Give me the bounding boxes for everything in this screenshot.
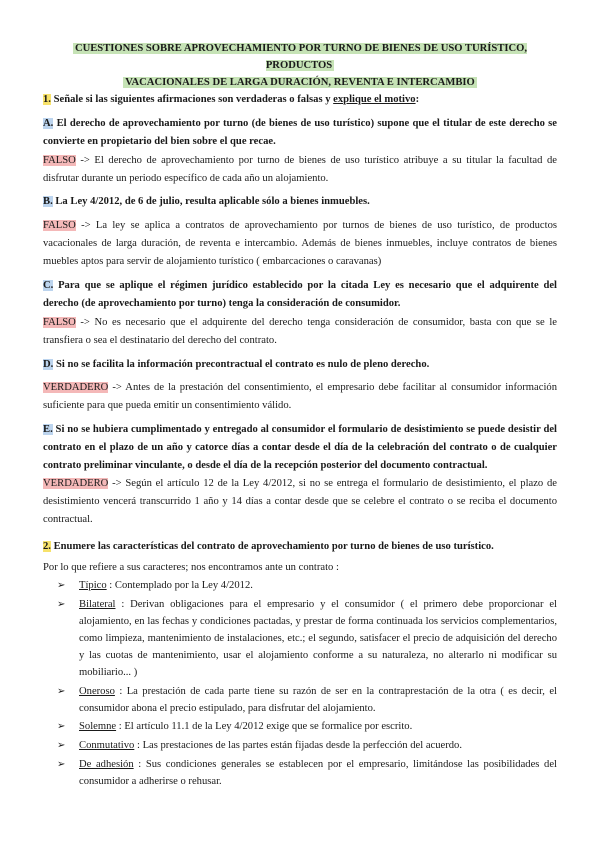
- statement-d: [43, 356, 557, 374]
- list-item-desc: : Contemplado por la Ley 4/2012.: [106, 580, 253, 591]
- question-1-text: Señale si las siguientes afirmaciones son verdaderas o falsas y: [50, 94, 334, 105]
- statement-c: [43, 277, 557, 313]
- answer-b: [43, 217, 557, 271]
- answer-d: [43, 379, 557, 415]
- question-1-underlined: explique el motivo: [333, 94, 416, 105]
- answer-e-tag: VERDADERO: [43, 478, 109, 489]
- list-item-term: Bilateral: [79, 598, 116, 610]
- answer-c-text: -> No es necesario que el adquirente del derecho tenga consideración de consumidor, basta con que se le transfiera o sea el destinatario del derecho del contrato.: [43, 317, 557, 346]
- question-2-number: 2.: [43, 541, 51, 552]
- list-item: [43, 718, 557, 735]
- answer-b-tag: FALSO: [43, 220, 76, 231]
- statement-a-letter: A.: [43, 118, 54, 129]
- list-item: [43, 737, 557, 754]
- list-item: [43, 756, 557, 790]
- arrow-bullet-icon: ➢: [57, 721, 66, 733]
- list-item-desc: : La prestación de cada parte tiene su razón de ser en la contraprestación de la otra ( es decir, el consumidor abona el precio estipulado, para disfrutar del alojamiento.: [79, 685, 557, 714]
- statement-d-text: Si no se facilita la información precontractual el contrato es nulo de pleno derecho.: [53, 359, 430, 370]
- question-1: [43, 91, 557, 109]
- list-item-term: Típico: [79, 580, 107, 591]
- arrow-bullet-icon: ➢: [57, 598, 66, 610]
- answer-d-tag: VERDADERO: [43, 382, 109, 393]
- statement-b-text: La Ley 4/2012, de 6 de julio, resulta aplicable sólo a bienes inmuebles.: [52, 196, 370, 207]
- answer-b-text: -> La ley se aplica a contratos de aprovechamiento por turnos de bienes de uso turístico, de productos vacacionales de larga duración, de reventa e intercambio. Además de bienes inmuebles, incluye contratos de bienes muebles aptos para servir de alojamiento turístico ( embarcaciones o caravanas): [43, 220, 557, 267]
- statement-c-text: Para que se aplique el régimen jurídico establecido por la citada Ley es necesario que el adquirente del derecho (de aprovechamiento por turno) tenga la consideración de consumidor.: [43, 280, 557, 309]
- statement-a-text: El derecho de aprovechamiento por turno (de bienes de uso turístico) supone que el titular de este derecho se convierte en propietario del bien sobre el que recae.: [43, 118, 557, 147]
- question-1-end: :: [415, 94, 420, 105]
- statement-c-letter: C.: [43, 280, 54, 291]
- answer-e: [43, 475, 557, 529]
- list-item: [43, 683, 557, 717]
- statement-e-letter: E.: [43, 424, 53, 435]
- list-item-desc: : Derivan obligaciones para el empresario y el consumidor ( el primero debe proporcionar el alojamiento, en las fechas y condiciones pactadas, y prestar de forma continuada los servicios complementarios, como limpieza, mantenimiento de instalaciones, etc.; el segundo, satisfacer el precio de adquisición del derecho y las cuotas de mantenimiento, usar el alojamiento conforme a su naturaleza, no alterarlo ni modificar su mobiliario... ): [79, 598, 557, 678]
- arrow-bullet-icon: ➢: [57, 580, 66, 591]
- list-item-desc: : El artículo 11.1 de la Ley 4/2012 exige que se formalice por escrito.: [116, 721, 413, 733]
- answer-e-text: -> Según el artículo 12 de la Ley 4/2012, si no se entrega el formulario de desistimiento, el plazo de desistimiento vencerá transcurrido 1 año y 14 días a contar desde que se celebre el contrato o se reciba el documento contractual.: [43, 478, 557, 525]
- question-2-text: Enumere las características del contrato de aprovechamiento por turno de bienes de uso turístico.: [50, 541, 494, 552]
- list-item-term: De adhesión: [79, 758, 134, 770]
- document-title: [58, 40, 542, 91]
- list-item-desc: : Sus condiciones generales se establecen por el empresario, limitándose las posibilidades del consumidor a adherirse o rehusar.: [79, 758, 557, 787]
- arrow-bullet-icon: ➢: [57, 758, 66, 770]
- arrow-bullet-icon: ➢: [57, 740, 66, 752]
- list-item-term: Solemne: [79, 721, 117, 733]
- statement-e: [43, 421, 557, 475]
- characteristics-list: [43, 577, 557, 792]
- statement-b: [43, 193, 557, 211]
- arrow-bullet-icon: ➢: [57, 685, 66, 697]
- list-item-desc: : Las prestaciones de las partes están fijadas desde la perfección del acuerdo.: [134, 740, 462, 752]
- list-item-term: Oneroso: [79, 685, 115, 697]
- answer-a-tag: FALSO: [43, 155, 76, 166]
- statement-e-text: Si no se hubiera cumplimentado y entregado al consumidor el formulario de desistimiento se puede desistir del contrato en el plazo de un año y catorce días a contar desde el día de la celebración del contrato o de cualquier contrato preliminar vinculante, o desde el día de la recepción posterior del documento contractual.: [43, 424, 557, 471]
- list-item-term: Conmutativo: [79, 740, 135, 752]
- answer-d-text: -> Antes de la prestación del consentimiento, el empresario debe facilitar al consumidor información suficiente para que pueda emitir un consentimiento válido.: [43, 382, 557, 411]
- answer-a-text: -> El derecho de aprovechamiento por turno de bienes de uso turístico atribuye a su titular la facultad de disfrutar durante un periodo específico de cada año un alojamiento.: [43, 155, 557, 184]
- characteristics-intro: Por lo que refiere a sus caracteres; nos encontramos ante un contrato :: [43, 562, 339, 573]
- answer-a: [43, 152, 557, 188]
- statement-b-letter: B.: [43, 196, 53, 207]
- statement-d-letter: D.: [43, 359, 54, 370]
- list-item: [43, 577, 557, 594]
- answer-c-tag: FALSO: [43, 317, 76, 328]
- title-line-2: VACACIONALES DE LARGA DURACIÓN, REVENTA E INTERCAMBIO: [125, 77, 475, 88]
- list-item: [43, 596, 557, 681]
- title-line-1: CUESTIONES SOBRE APROVECHAMIENTO POR TURNO DE BIENES DE USO TURÍSTICO, PRODUCTOS: [74, 43, 528, 71]
- question-2: [43, 538, 557, 556]
- statement-a: [43, 115, 557, 151]
- answer-c: [43, 314, 557, 350]
- question-1-number: 1.: [43, 94, 51, 105]
